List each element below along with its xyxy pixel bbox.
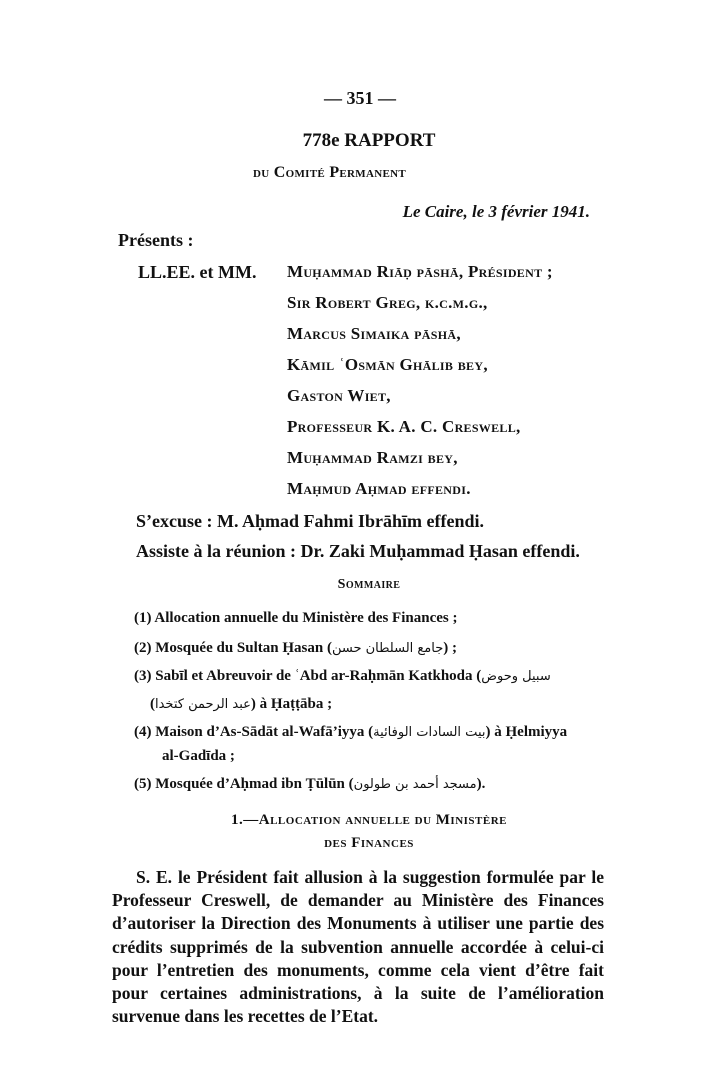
arabic-text: عبد الرحمن كتخدا <box>155 697 251 712</box>
sommaire-heading: Sommaire <box>337 577 401 592</box>
sommaire-item-4: (4) Maison d’As-Sādāt al-Wafā’iyya (بيت السادات الوفائية) à Ḥelmiyya <box>134 724 568 740</box>
report-title: 778e RAPPORT <box>302 130 436 151</box>
arabic-text: مسجد أحمد بن طولون <box>353 777 477 792</box>
member-4: Kāmil ʿOsmān Ghālib bey, <box>287 355 488 374</box>
arabic-text: جامع السلطان حسن <box>331 641 444 656</box>
page-number: — 351 — <box>324 88 396 108</box>
presents-label: Présents : <box>118 230 194 250</box>
report-date: Le Caire, le 3 février 1941. <box>402 202 590 221</box>
arabic-text: سبيل وحوض <box>481 669 551 684</box>
arabic-text: بيت السادات الوفائية <box>373 725 486 740</box>
sommaire-item-3: (3) Sabīl et Abreuvoir de ʿAbd ar-Raḥmān Katkhoda (سبيل وحوض <box>134 668 551 684</box>
members-prefix: LL.EE. et MM. <box>138 262 257 282</box>
section-heading-line-1: 1.—Allocation annuelle du Ministère <box>231 812 507 828</box>
sommaire-item-1: (1) Allocation annuelle du Ministère des Finances ; <box>134 610 458 626</box>
sommaire-item-3-cont: (عبد الرحمن كتخدا) à Ḥaṭṭāba ; <box>150 696 333 712</box>
member-8: Maḥmud Aḥmad effendi. <box>287 479 471 498</box>
excuse-line: S’excuse : M. Aḥmad Fahmi Ibrāhīm effendi. <box>136 511 484 531</box>
member-1: Muḥammad Riāḍ pāshā, Président ; <box>287 262 553 281</box>
sommaire-item-2: (2) Mosquée du Sultan Ḥasan (جامع السلطان حسن) ; <box>134 640 458 656</box>
sommaire-item-4-cont: al-Gadīda ; <box>162 748 235 764</box>
sommaire-item-5: (5) Mosquée d’Aḥmad ibn Ṭūlūn (مسجد أحمد بن طولون). <box>134 776 486 792</box>
member-6: Professeur K. A. C. Creswell, <box>287 417 521 436</box>
report-subtitle: du Comité Permanent <box>253 164 406 181</box>
section-heading-line-2: des Finances <box>324 835 414 851</box>
body-paragraph: S. E. le Président fait allusion à la suggestion formulée par le Professeur Creswell, de demander au Ministère des Finances d’autoriser la Direction des Monuments à utiliser une partie des crédits supprimés de la subvention annuelle accordée à celui-ci pour l’entretien des monuments, comme cela vient d’être fait pour certaines administrations, à la suite de l’amélioration survenue dans les recettes de l’Etat. <box>112 867 604 1027</box>
member-5: Gaston Wiet, <box>287 386 391 405</box>
member-7: Muḥammad Ramzi bey, <box>287 448 458 467</box>
assiste-line: Assiste à la réunion : Dr. Zaki Muḥammad Ḥasan effendi. <box>136 541 580 561</box>
member-3: Marcus Simaika pāshā, <box>287 324 461 343</box>
member-2: Sir Robert Greg, k.c.m.g., <box>287 293 488 312</box>
